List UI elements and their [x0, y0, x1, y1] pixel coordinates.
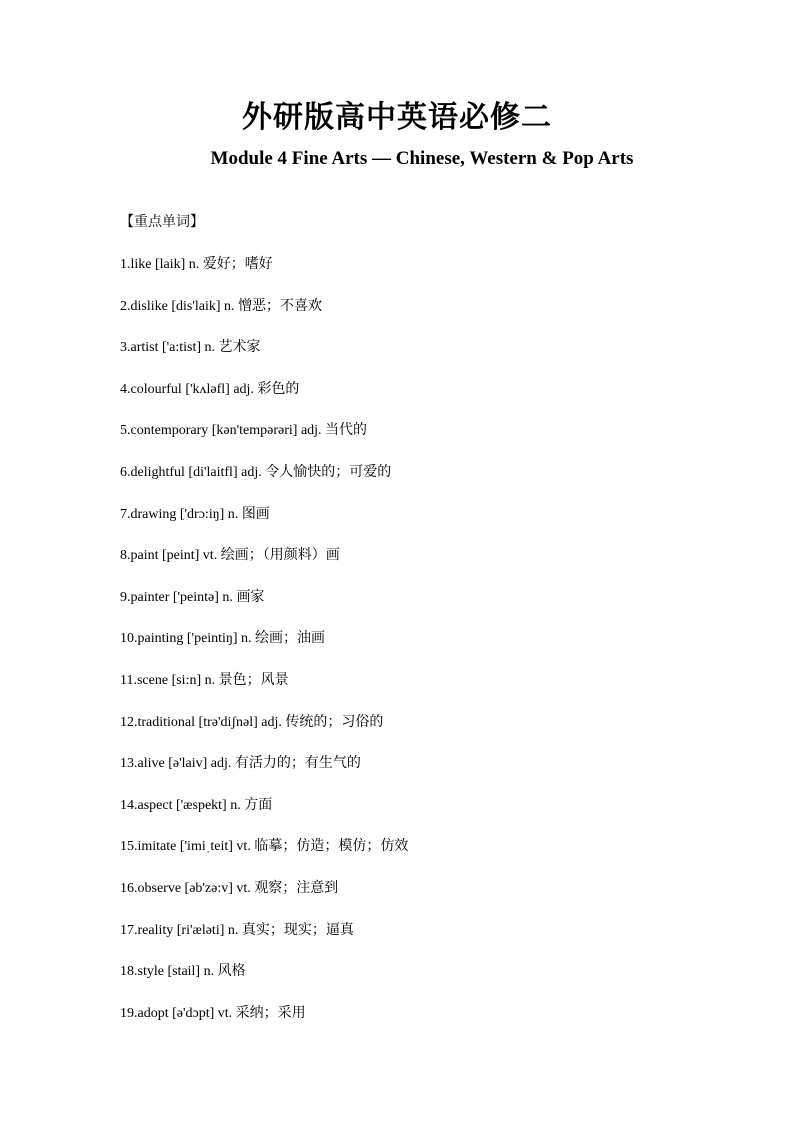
vocab-item [120, 960, 408, 1002]
vocab-item [120, 378, 408, 420]
vocab-item [120, 627, 408, 669]
vocab-meaning: 传统的；习俗的 [285, 713, 384, 730]
vocab-meaning: 观察；注意到 [254, 879, 339, 896]
vocabulary-list [120, 253, 408, 1043]
vocab-meaning: 绘画；（用颜料）画 [220, 547, 340, 564]
vocab-meaning: 画家 [236, 588, 265, 605]
vocab-entry: 11.scene [si:n] n. [120, 672, 219, 688]
vocab-item [120, 877, 408, 919]
vocab-item [120, 253, 408, 295]
vocab-entry: 3.artist ['a:tist] n. [120, 340, 219, 356]
vocab-meaning: 彩色的 [257, 380, 300, 397]
vocab-item [120, 919, 408, 961]
vocab-item [120, 295, 408, 337]
vocab-meaning: 景色；风景 [218, 671, 289, 688]
vocab-item [120, 586, 408, 628]
vocab-item [120, 336, 408, 378]
vocab-meaning: 令人愉快的；可爱的 [265, 463, 392, 480]
vocab-item [120, 835, 408, 877]
vocab-meaning: 采纳；采用 [235, 1004, 306, 1021]
vocab-entry: 12.traditional [trə'diʃnəl] adj. [120, 714, 286, 730]
vocab-entry: 9.painter ['peintə] n. [120, 589, 237, 605]
vocab-item [120, 544, 408, 586]
vocab-item [120, 461, 408, 503]
vocab-entry: 2.dislike [dis'laik] n. [120, 298, 239, 314]
vocab-entry: 1.like [laik] n. [120, 257, 203, 272]
vocab-entry: 16.observe [əb'zə:v] vt. [120, 880, 255, 896]
vocab-item [120, 752, 408, 794]
vocab-entry: 8.paint [peint] vt. [120, 548, 221, 564]
page-subtitle: Module 4 Fine Arts — Chinese, Western & Pop Arts [210, 148, 634, 169]
vocab-item [120, 669, 408, 711]
vocab-meaning: 有活力的；有生气的 [234, 755, 361, 772]
vocab-item [120, 794, 408, 836]
vocab-entry: 4.colourful ['kʌləfl] adj. [120, 381, 258, 397]
vocab-item [120, 711, 408, 753]
vocab-meaning: 真实；现实；逼真 [241, 921, 354, 938]
vocab-entry: 10.painting ['peintiŋ] n. [120, 631, 256, 647]
vocab-item [120, 1002, 408, 1044]
vocab-meaning: 图画 [241, 505, 270, 522]
vocab-item [120, 503, 408, 545]
vocab-entry: 7.drawing ['drɔ:iŋ] n. [120, 506, 242, 522]
vocab-entry: 18.style [stail] n. [120, 964, 218, 980]
vocab-entry: 5.contemporary [kən'tempərəri] adj. [120, 423, 326, 439]
vocab-entry: 17.reality [ri'æləti] n. [120, 922, 242, 938]
vocab-meaning: 临摹；仿造；模仿；仿效 [254, 838, 409, 855]
vocab-meaning: 爱好；嗜好 [202, 256, 273, 272]
page-title: 外研版高中英语必修二 [242, 100, 552, 135]
vocab-entry: 15.imitate ['imiˌteit] vt. [120, 839, 255, 855]
vocab-meaning: 憎恶；不喜欢 [238, 297, 323, 314]
vocab-meaning: 风格 [217, 963, 246, 980]
vocab-entry: 6.delightful [di'laitfl] adj. [120, 464, 266, 480]
section-heading: 【重点单词】 [120, 214, 204, 230]
vocab-entry: 14.aspect ['æspekt] n. [120, 797, 245, 813]
vocab-meaning: 当代的 [325, 422, 368, 439]
vocab-meaning: 艺术家 [218, 339, 261, 356]
vocab-entry: 13.alive [ə'laiv] adj. [120, 756, 235, 772]
vocab-item [120, 419, 408, 461]
vocab-meaning: 绘画；油画 [255, 630, 326, 647]
vocab-meaning: 方面 [244, 796, 273, 813]
vocab-entry: 19.adopt [ə'dɔpt] vt. [120, 1005, 236, 1021]
